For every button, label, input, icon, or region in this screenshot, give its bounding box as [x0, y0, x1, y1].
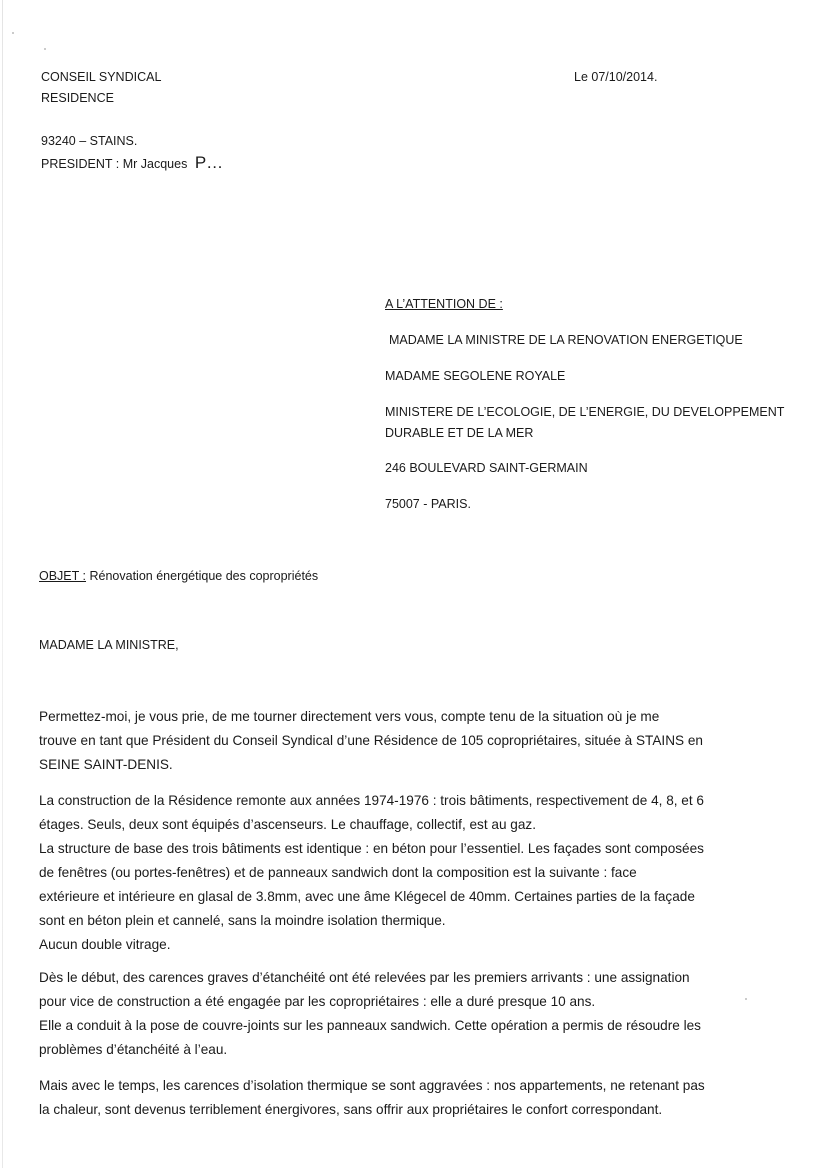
recipient-line5: 75007 - PARIS. — [385, 497, 471, 511]
paragraph-line: Permettez-moi, je vous prie, de me tourner directement vers vous, compte tenu de la situation où je me — [39, 709, 660, 724]
recipient-line3b: DURABLE ET DE LA MER — [385, 426, 534, 440]
recipient-line1: MADAME LA MINISTRE DE LA RENOVATION ENERGETIQUE — [389, 333, 743, 347]
salutation: MADAME LA MINISTRE, — [39, 638, 179, 652]
paragraph-line: pour vice de construction a été engagée par les copropriétaires : elle a duré presque 10 ans. — [39, 994, 596, 1009]
paragraph-3 — [39, 966, 799, 1062]
sender-president — [41, 152, 223, 175]
scan-speck — [44, 48, 46, 50]
sender-city: 93240 – STAINS. — [41, 134, 138, 148]
paragraph-line: la chaleur, sont devenus terriblement énergivores, sans offrir aux propriétaires le confort correspondant. — [39, 1102, 663, 1117]
paragraph-2 — [39, 789, 799, 957]
paragraph-line: extérieure et intérieure en glasal de 3.8mm, avec une âme Klégecel de 40mm. Certaines parties de la façade — [39, 889, 695, 904]
paragraph-line: Dès le début, des carences graves d’étanchéité ont été relevées par les premiers arrivants : une assignation — [39, 970, 690, 985]
scan-edge — [2, 0, 3, 1168]
paragraph-line: Aucun double vitrage. — [39, 937, 171, 952]
letter-date: Le 07/10/2014. — [574, 70, 658, 84]
paragraph-line: sont en béton plein et cannelé, sans la moindre isolation thermique. — [39, 913, 446, 928]
paragraph-line: trouve en tant que Président du Conseil Syndical d’une Résidence de 105 copropriétaires, située à STAINS en — [39, 733, 703, 748]
recipient-line3a: MINISTERE DE L’ECOLOGIE, DE L’ENERGIE, DU DEVELOPPEMENT — [385, 405, 785, 419]
paragraph-1 — [39, 705, 799, 777]
paragraph-line: La construction de la Résidence remonte aux années 1974-1976 : trois bâtiments, respectivement de 4, 8, et 6 — [39, 793, 704, 808]
paragraph-4 — [39, 1074, 799, 1122]
president-label: PRESIDENT : Mr Jacques — [41, 157, 188, 171]
paragraph-line: Elle a conduit à la pose de couvre-joints sur les panneaux sandwich. Cette opération a permis de résoudre les — [39, 1018, 701, 1033]
paragraph-line: étages. Seuls, deux sont équipés d’ascenseurs. Le chauffage, collectif, est au gaz. — [39, 817, 536, 832]
paragraph-line: Mais avec le temps, les carences d’isolation thermique se sont aggravées : nos appartements, ne retenant pas — [39, 1078, 705, 1093]
president-initial: P… — [194, 153, 224, 172]
subject-text: Rénovation énergétique des copropriétés — [89, 569, 319, 583]
recipient-line4: 246 BOULEVARD SAINT-GERMAIN — [385, 461, 588, 475]
scan-speck — [12, 32, 14, 34]
paragraph-line: de fenêtres (ou portes-fenêtres) et de panneaux sandwich dont la composition est la suivante : face — [39, 865, 637, 880]
paragraph-line: problèmes d’étanchéité à l’eau. — [39, 1042, 228, 1057]
paragraph-line: SEINE SAINT-DENIS. — [39, 757, 173, 772]
sender-line1: CONSEIL SYNDICAL — [41, 70, 162, 84]
attention-label: A L’ATTENTION DE : — [385, 297, 503, 311]
paragraph-line: La structure de base des trois bâtiments est identique : en béton pour l’essentiel. Les façades sont composées — [39, 841, 704, 856]
subject-label: OBJET : — [39, 569, 87, 583]
subject-line — [39, 566, 318, 587]
recipient-line2: MADAME SEGOLENE ROYALE — [385, 369, 566, 383]
sender-line2: RESIDENCE — [41, 91, 114, 105]
